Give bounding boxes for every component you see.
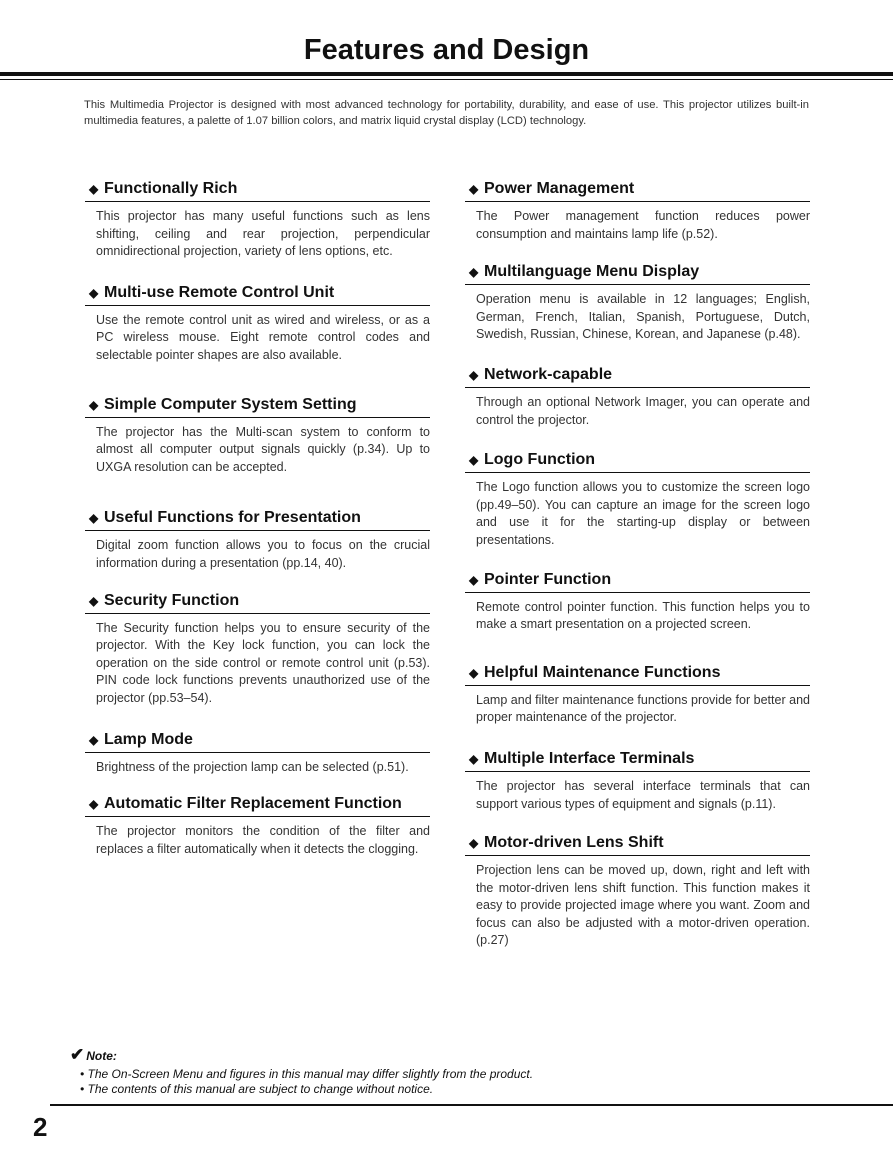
section-heading xyxy=(85,589,430,614)
diamond-bullet-icon: ◆ xyxy=(469,836,479,851)
section-heading-text: Helpful Maintenance Functions xyxy=(484,663,721,681)
section-multilanguage-menu xyxy=(465,260,810,344)
right-column xyxy=(465,177,810,950)
section-heading xyxy=(465,363,810,388)
section-body: Operation menu is available in 12 languages; English, German, French, Italian, Spanish, Portuguese, Dutch, Swedish, Russian, Chinese, Korean, and Japanese (p.48). xyxy=(476,292,810,342)
note-heading xyxy=(70,1045,117,1065)
section-heading-text: Multiple Interface Terminals xyxy=(484,749,695,767)
page-number: 2 xyxy=(33,1112,48,1142)
section-heading-text: Functionally Rich xyxy=(104,180,238,197)
section-logo-function xyxy=(465,448,810,549)
header-rule-thin xyxy=(0,79,893,80)
section-pointer-function xyxy=(465,568,810,634)
section-heading-text: Logo Function xyxy=(484,451,596,469)
diamond-bullet-icon: ◆ xyxy=(89,732,99,747)
section-heading-text: Pointer Function xyxy=(484,570,612,588)
section-body: The Security function helps you to ensure security of the projector. With the Key lock function, you can lock the operation on the side control or remote control unit (p.53). PIN code lock functions prevents unauthorized use of the projector (pp.53–54). xyxy=(96,620,430,705)
section-heading xyxy=(465,177,810,202)
section-heading-text: Lamp Mode xyxy=(104,730,193,748)
section-heading-text: Simple Computer System Setting xyxy=(104,395,357,413)
diamond-bullet-icon: ◆ xyxy=(89,397,99,412)
section-heading xyxy=(85,506,430,531)
diamond-bullet-icon: ◆ xyxy=(469,572,479,587)
section-heading-text: Security Function xyxy=(104,591,240,609)
section-heading-text: Power Management xyxy=(484,180,635,197)
section-heading-text: Automatic Filter Replacement Function xyxy=(104,795,402,813)
diamond-bullet-icon: ◆ xyxy=(469,182,479,196)
section-multi-use-remote xyxy=(85,281,430,365)
section-body: The projector monitors the condition of the filter and replaces a filter automatically when it detects the clogging. xyxy=(96,824,430,856)
section-motor-driven-lens xyxy=(465,831,810,950)
section-body: The Logo function allows you to customize the screen logo (pp.49–50). You can capture an image for the screen logo and use it for the starting-up display or between presentations. xyxy=(476,480,810,547)
section-heading-text: Multilanguage Menu Display xyxy=(484,263,700,281)
note-label: Note: xyxy=(86,1049,117,1063)
section-body: Lamp and filter maintenance functions provide for better and proper maintenance of the projector. xyxy=(476,692,810,725)
diamond-bullet-icon: ◆ xyxy=(469,665,479,680)
section-heading xyxy=(465,831,810,856)
section-lamp-mode xyxy=(85,728,430,777)
section-body: This projector has many useful functions such as lens shifting, ceiling and rear projection, perpendicular omnidirectional projection, variety of lens options, etc. xyxy=(96,209,430,259)
section-body: Projection lens can be moved up, down, right and left with the motor-driven lens shift function. This function makes it easy to provide projected image where you want. Zoom and focus can also be adjusted with a motor-driven operation. (p.27) xyxy=(476,863,810,948)
section-body: Brightness of the projection lamp can be selected (p.51). xyxy=(96,759,409,774)
diamond-bullet-icon: ◆ xyxy=(89,797,99,812)
checkmark-icon: ✔ xyxy=(70,1045,85,1064)
page-title: Features and Design xyxy=(303,34,590,66)
diamond-bullet-icon: ◆ xyxy=(89,511,99,526)
section-heading xyxy=(85,177,430,202)
section-body: The projector has the Multi-scan system to conform to almost all computer output signals quickly (p.34). Up to UXGA resolution can be accepted. xyxy=(96,424,430,474)
section-heading xyxy=(85,393,430,418)
diamond-bullet-icon: ◆ xyxy=(469,367,479,382)
section-helpful-maintenance xyxy=(465,661,810,727)
section-body: The Power management function reduces power consumption and maintains lamp life (p.52). xyxy=(476,209,810,241)
section-heading-text: Motor-driven Lens Shift xyxy=(484,834,664,852)
diamond-bullet-icon: ◆ xyxy=(89,182,99,196)
section-power-management xyxy=(465,177,810,243)
section-heading xyxy=(465,747,810,772)
section-heading-text: Useful Functions for Presentation xyxy=(104,509,361,527)
section-body: Use the remote control unit as wired and wireless, or as a PC wireless mouse. Eight remote control codes and selectable pointer shapes are also available. xyxy=(96,312,430,362)
section-network-capable xyxy=(465,363,810,429)
section-simple-computer-setting xyxy=(85,393,430,477)
section-functionally-rich xyxy=(85,177,430,261)
intro-paragraph: This Multimedia Projector is designed with most advanced technology for portability, durability, and ease of use. This projector utilizes built-in multimedia features, a palette of 1.07 billion colors, and matrix liquid crystal display (LCD) technology. xyxy=(84,99,809,127)
section-heading xyxy=(465,260,810,285)
section-heading-text: Network-capable xyxy=(484,365,613,383)
diamond-bullet-icon: ◆ xyxy=(469,453,479,468)
section-automatic-filter xyxy=(85,792,430,858)
section-heading xyxy=(85,792,430,817)
section-body: Remote control pointer function. This function helps you to make a smart presentation on a projected screen. xyxy=(476,599,810,632)
note-list xyxy=(80,1067,533,1097)
note-item: • The contents of this manual are subject to change without notice. xyxy=(80,1082,434,1096)
diamond-bullet-icon: ◆ xyxy=(89,285,99,300)
diamond-bullet-icon: ◆ xyxy=(469,265,479,280)
section-multiple-interface xyxy=(465,747,810,813)
diamond-bullet-icon: ◆ xyxy=(469,751,479,766)
left-column xyxy=(85,177,430,858)
diamond-bullet-icon: ◆ xyxy=(89,593,99,608)
section-heading xyxy=(465,448,810,473)
section-heading xyxy=(465,568,810,593)
header-rule-thick xyxy=(0,72,893,76)
section-body: Through an optional Network Imager, you can operate and control the projector. xyxy=(476,394,810,427)
section-heading-text: Multi-use Remote Control Unit xyxy=(104,283,335,301)
section-heading xyxy=(85,728,430,753)
section-security-function xyxy=(85,589,430,708)
section-useful-functions xyxy=(85,506,430,572)
section-heading xyxy=(465,661,810,686)
note-item: • The On-Screen Menu and figures in this manual may differ slightly from the product. xyxy=(80,1067,534,1081)
section-body: The projector has several interface terminals that can support various types of equipment and signals (p.11). xyxy=(476,778,810,811)
footer-rule xyxy=(50,1104,893,1106)
section-heading xyxy=(85,281,430,306)
section-body: Digital zoom function allows you to focus on the crucial information during a presentation (pp.14, 40). xyxy=(96,538,430,570)
